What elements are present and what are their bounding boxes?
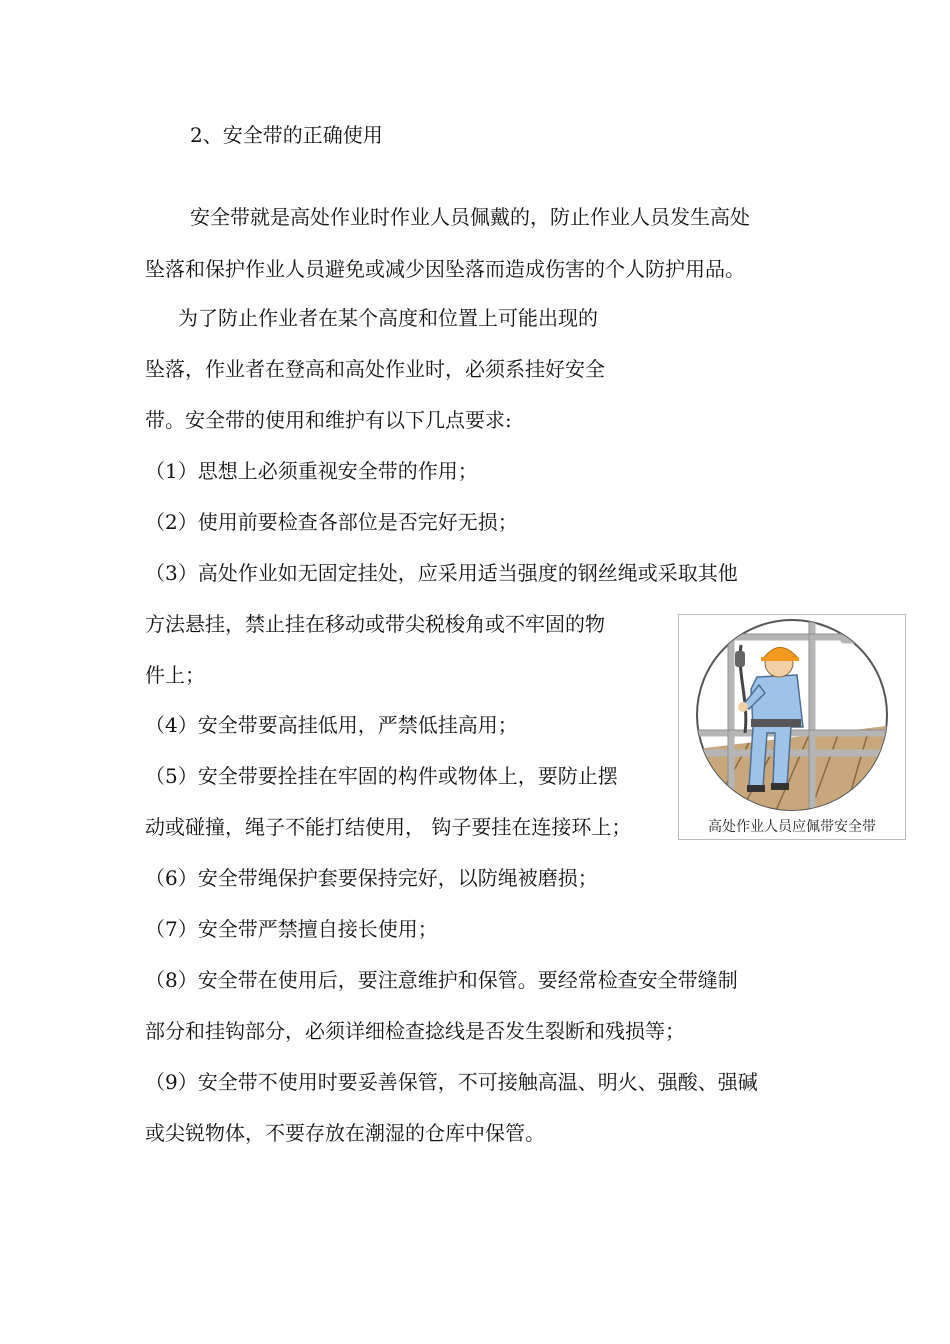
requirement-item: （3）高处作业如无固定挂处，应采用适当强度的钢丝绳或采取其他	[145, 561, 738, 585]
figure-caption: 高处作业人员应佩带安全带	[708, 819, 876, 835]
requirement-item: （7）安全带严禁擅自接长使用；	[145, 917, 438, 941]
requirement-item: （9）安全带不使用时要妥善保管，不可接触高温、明火、强酸、强碱	[145, 1070, 758, 1094]
requirement-item: 方法悬挂，禁止挂在移动或带尖税梭角或不牢固的物	[145, 612, 605, 636]
requirement-item: 件上；	[145, 663, 205, 687]
requirement-item: 或尖锐物体，不要存放在潮湿的仓库中保管。	[145, 1121, 545, 1145]
paragraph-purpose-line: 为了防止作业者在某个高度和位置上可能出现的	[178, 306, 598, 330]
requirement-item: （2）使用前要检查各部位是否完好无损；	[145, 510, 518, 534]
requirement-item: （8）安全带在使用后，要注意维护和保管。要经常检查安全带缝制	[145, 968, 738, 992]
requirement-item: 动或碰撞，绳子不能打结使用， 钩子要挂在连接环上；	[145, 815, 632, 839]
requirement-item: （5）安全带要拴挂在牢固的构件或物体上，要防止摆	[145, 764, 618, 788]
paragraph-purpose-line: 带。安全带的使用和维护有以下几点要求:	[145, 408, 512, 432]
requirement-item: （1）思想上必须重视安全带的作用；	[145, 459, 478, 483]
requirement-item: （6）安全带绳保护套要保持完好，以防绳被磨损；	[145, 866, 598, 890]
paragraph-purpose-line: 坠落，作业者在登高和高处作业时，必须系挂好安全	[145, 357, 605, 381]
paragraph-intro-line: 安全带就是高处作业时作业人员佩戴的，防止作业人员发生高处	[190, 205, 750, 229]
section-title: 2、安全带的正确使用	[190, 123, 383, 147]
paragraph-intro-line: 坠落和保护作业人员避免或减少因坠落而造成伤害的个人防护用品。	[145, 257, 745, 281]
requirement-item: 部分和挂钩部分，必须详细检查捻线是否发生裂断和残损等；	[145, 1019, 685, 1043]
requirement-item: （4）安全带要高挂低用，严禁低挂高用；	[145, 713, 518, 737]
worker-on-scaffold-image	[679, 615, 905, 815]
safety-belt-illustration	[678, 614, 906, 840]
